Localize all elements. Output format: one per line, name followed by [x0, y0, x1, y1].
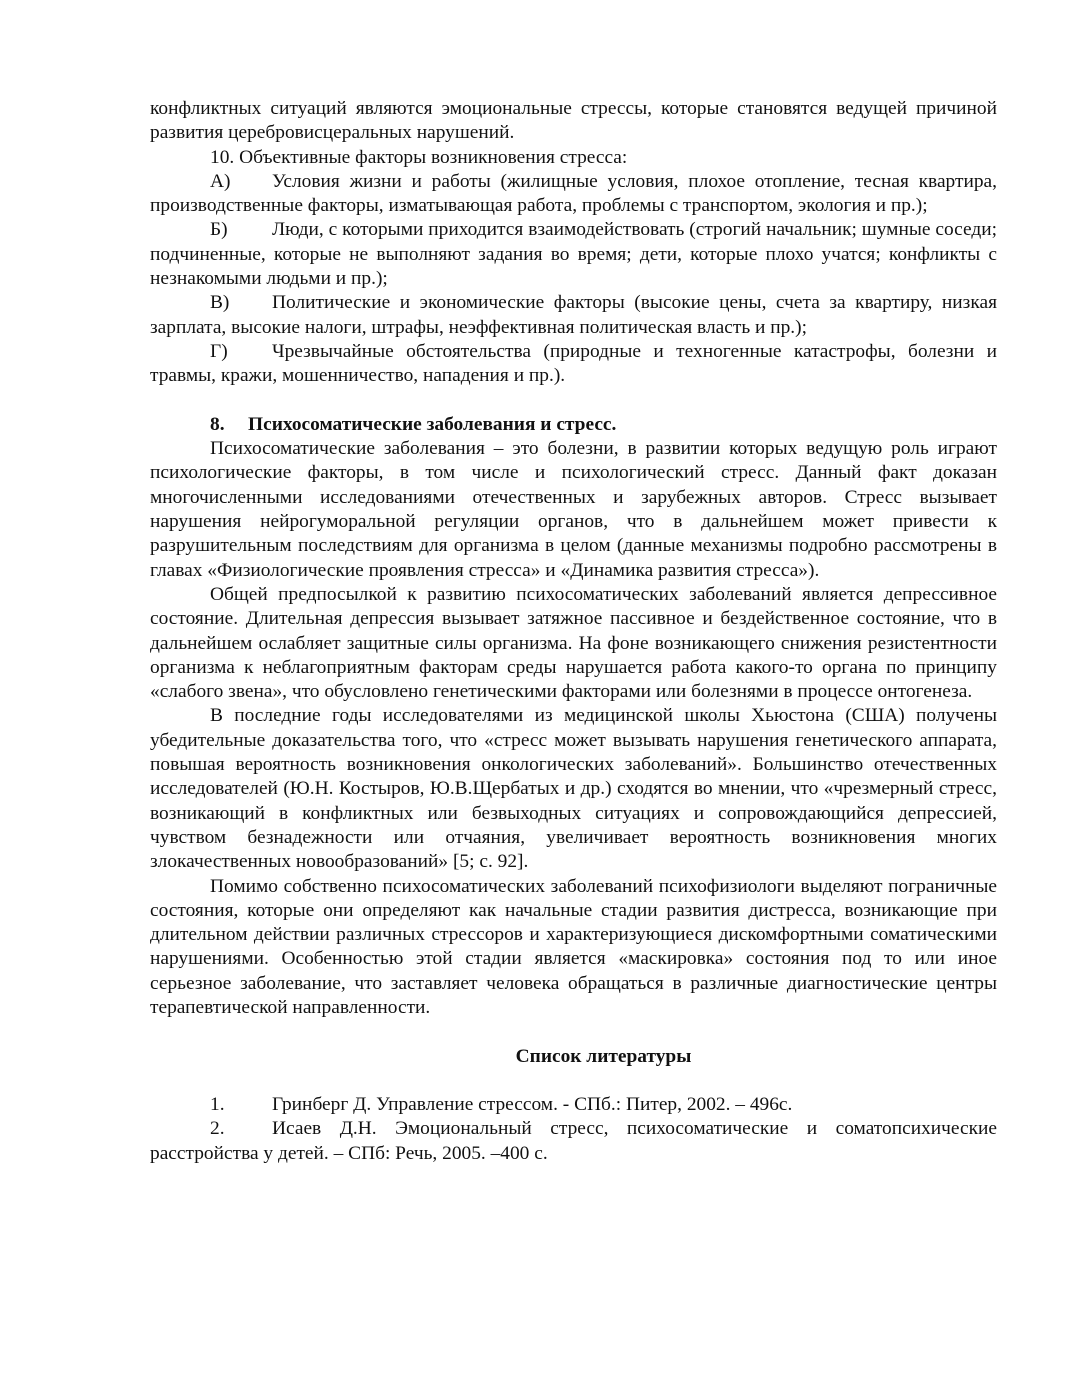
- factor-label: Г): [210, 340, 228, 362]
- factor-text: Условия жизни и работы (жилищные условия, плохое отопление, тесная квартира, производственные факторы, изматывающая работа, проблемы с транспортом, экология и пр.);: [150, 170, 997, 217]
- reference-text: Исаев Д.Н. Эмоциональный стресс, психосоматические и соматопсихические расстройства у детей. – СПб: Речь, 2005. –400 с.: [150, 1118, 997, 1164]
- factor-text: Политические и экономические факторы (высокие цены, счета за квартиру, низкая зарплата, высокие налоги, штрафы, неэффективная политическая власть и пр.);: [150, 292, 997, 338]
- references-title: Список литературы: [515, 1045, 692, 1067]
- reference-item: [150, 1117, 997, 1166]
- factor-text: Чрезвычайные обстоятельства (природные и техногенные катастрофы, болезни и травмы, кражи, мошенничество, нападения и пр.).: [150, 340, 997, 387]
- body-paragraph: Помимо собственно психосоматических заболеваний психофизиологи выделяют пограничные состояния, которые они определяют как начальные стадии развития дистресса, возникающие при длительном действии различных стрессоров и характеризующиеся дискомфортными соматическими нарушениями. Особенностью этой стадии является «маскировка» состояния под то или иное серьезное заболевание, что заставляет человека обращаться в различные диагностические центры терапевтической направленности.: [150, 875, 997, 1018]
- spacer: [150, 389, 997, 413]
- section-heading: [150, 413, 997, 437]
- factor-item-a: [150, 170, 997, 219]
- factor-label: В): [210, 292, 230, 314]
- spacer: [150, 1069, 997, 1093]
- section-number: 8.: [210, 413, 225, 435]
- factors-title: 10. Объективные факторы возникновения стресса:: [210, 146, 628, 168]
- reference-item: [150, 1093, 997, 1117]
- factor-label: А): [210, 170, 231, 192]
- factor-item-b: [150, 218, 997, 291]
- reference-number: 2.: [210, 1118, 225, 1140]
- section-title: Психосоматические заболевания и стресс.: [248, 413, 617, 435]
- factor-text: Люди, с которыми приходится взаимодействовать (строгий начальник; шумные соседи; подчиненные, которые не выполняют задания во время; дети, которые плохо учатся; конфликты с незнакомыми людьми и пр.);: [150, 219, 997, 290]
- factor-item-v: [150, 291, 997, 340]
- body-paragraph: Общей предпосылкой к развитию психосоматических заболеваний является депрессивное состояние. Длительная депрессия вызывает затяжное пассивное и бездейственное состояние, что в дальнейшем ослабляет защитные силы организма. На фоне возникающего снижения резистентности организма к неблагоприятным факторам среды нарушается работа какого-то органа по принципу «слабого звена», что обусловлено генетическими факторами или болезнями в процессе онтогенеза.: [150, 583, 997, 703]
- spacer: [150, 1020, 997, 1044]
- factor-item-g: [150, 340, 997, 389]
- reference-text: Гринберг Д. Управление стрессом. - СПб.: Питер, 2002. – 496с.: [272, 1094, 793, 1116]
- reference-number: 1.: [210, 1094, 225, 1116]
- factor-label: Б): [210, 219, 228, 241]
- intro-continuation: конфликтных ситуаций являются эмоциональные стрессы, которые становятся ведущей причиной развития церебровисцеральных нарушений.: [150, 98, 997, 144]
- body-paragraph: В последние годы исследователями из медицинской школы Хьюстона (США) получены убедительные доказательства того, что «стресс может вызывать нарушения генетического аппарата, повышая вероятность возникновения онкологических заболеваний». Большинство отечественных исследователей (Ю.Н. Костыров, Ю.В.Щербатых и др.) сходятся во мнении, что «чрезмерный стресс, возникающий в конфликтных или безвыходных ситуациях и сопровождающийся депрессией, чувством безнадежности или отчаяния, увеличивает вероятность возникновения многих злокачественных новообразований» [5; с. 92].: [150, 705, 997, 873]
- body-paragraph: Психосоматические заболевания – это болезни, в развитии которых ведущую роль играют психологические факторы, в том числе и психологический стресс. Данный факт доказан многочисленными исследованиями отечественных и зарубежных авторов. Стресс вызывает нарушения нейрогуморальной регуляции органов, что в дальнейшем может привести к разрушительным последствиям для организма в целом (данные механизмы подробно рассмотрены в главах «Физиологические проявления стресса» и «Динамика развития стресса»).: [150, 438, 997, 581]
